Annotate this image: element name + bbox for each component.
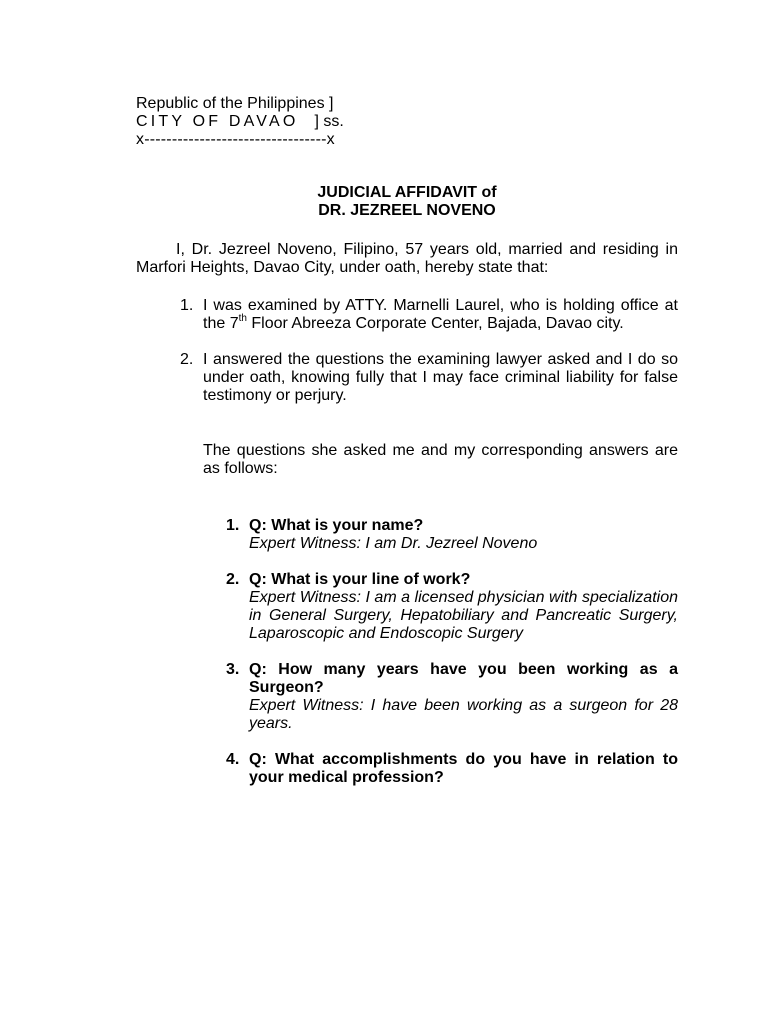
statement-number: 1. [180,297,194,314]
intro-paragraph: I, Dr. Jezreel Noveno, Filipino, 57 years old, married and residing in Marfori Heights, Davao City, under oath, hereby state that: [136,241,678,276]
ordinal-superscript: th [238,313,247,324]
city-line [136,113,344,131]
questions-intro: The questions she asked me and my corresponding answers are as follows: [203,442,678,477]
republic-line: Republic of the Philippines ] [136,95,334,112]
question-text: Q: What accomplishments do you have in relation to your medical profession? [249,751,678,786]
statement-text: I answered the questions the examining lawyer asked and I do so under oath, knowing fully that I may face criminal liability for false testimony or perjury. [203,351,678,404]
qa-item [226,661,678,733]
city-text: CITY OF DAVAO [136,113,299,130]
qa-number: 4. [226,751,240,768]
title-line-2: DR. JEZREEL NOVENO [318,202,496,219]
qa-number: 1. [226,517,240,534]
document-title [136,184,678,220]
title-line-1: JUDICIAL AFFIDAVIT of [317,184,497,201]
answer-text: Expert Witness: I am a licensed physician with specialization in General Surgery, Hepatobiliary and Pancreatic Surgery, Laparoscopic and Endoscopic Surgery [249,589,678,642]
question-text: Q: How many years have you been working as a Surgeon? [249,661,678,696]
qa-item [226,751,678,787]
qa-item [226,571,678,643]
question-text: Q: What is your name? [249,517,424,534]
qa-number: 3. [226,661,240,678]
statement-text: I was examined by ATTY. Marnelli Laurel, who is holding office at the 7th Floor Abreeza Corporate Center, Bajada, Davao city. [203,297,678,332]
qa-list [226,517,678,787]
statement-item [180,351,678,405]
answer-text: Expert Witness: I am Dr. Jezreel Noveno [249,535,538,552]
venue-caption [136,95,344,149]
statement-item [180,297,678,333]
city-suffix: ] ss. [314,113,344,130]
separator-line: x---------------------------------x [136,131,335,148]
statement-number: 2. [180,351,194,368]
answer-text: Expert Witness: I have been working as a surgeon for 28 years. [249,697,678,732]
statement-list [180,297,678,405]
question-text: Q: What is your line of work? [249,571,471,588]
qa-number: 2. [226,571,240,588]
qa-item [226,517,678,553]
